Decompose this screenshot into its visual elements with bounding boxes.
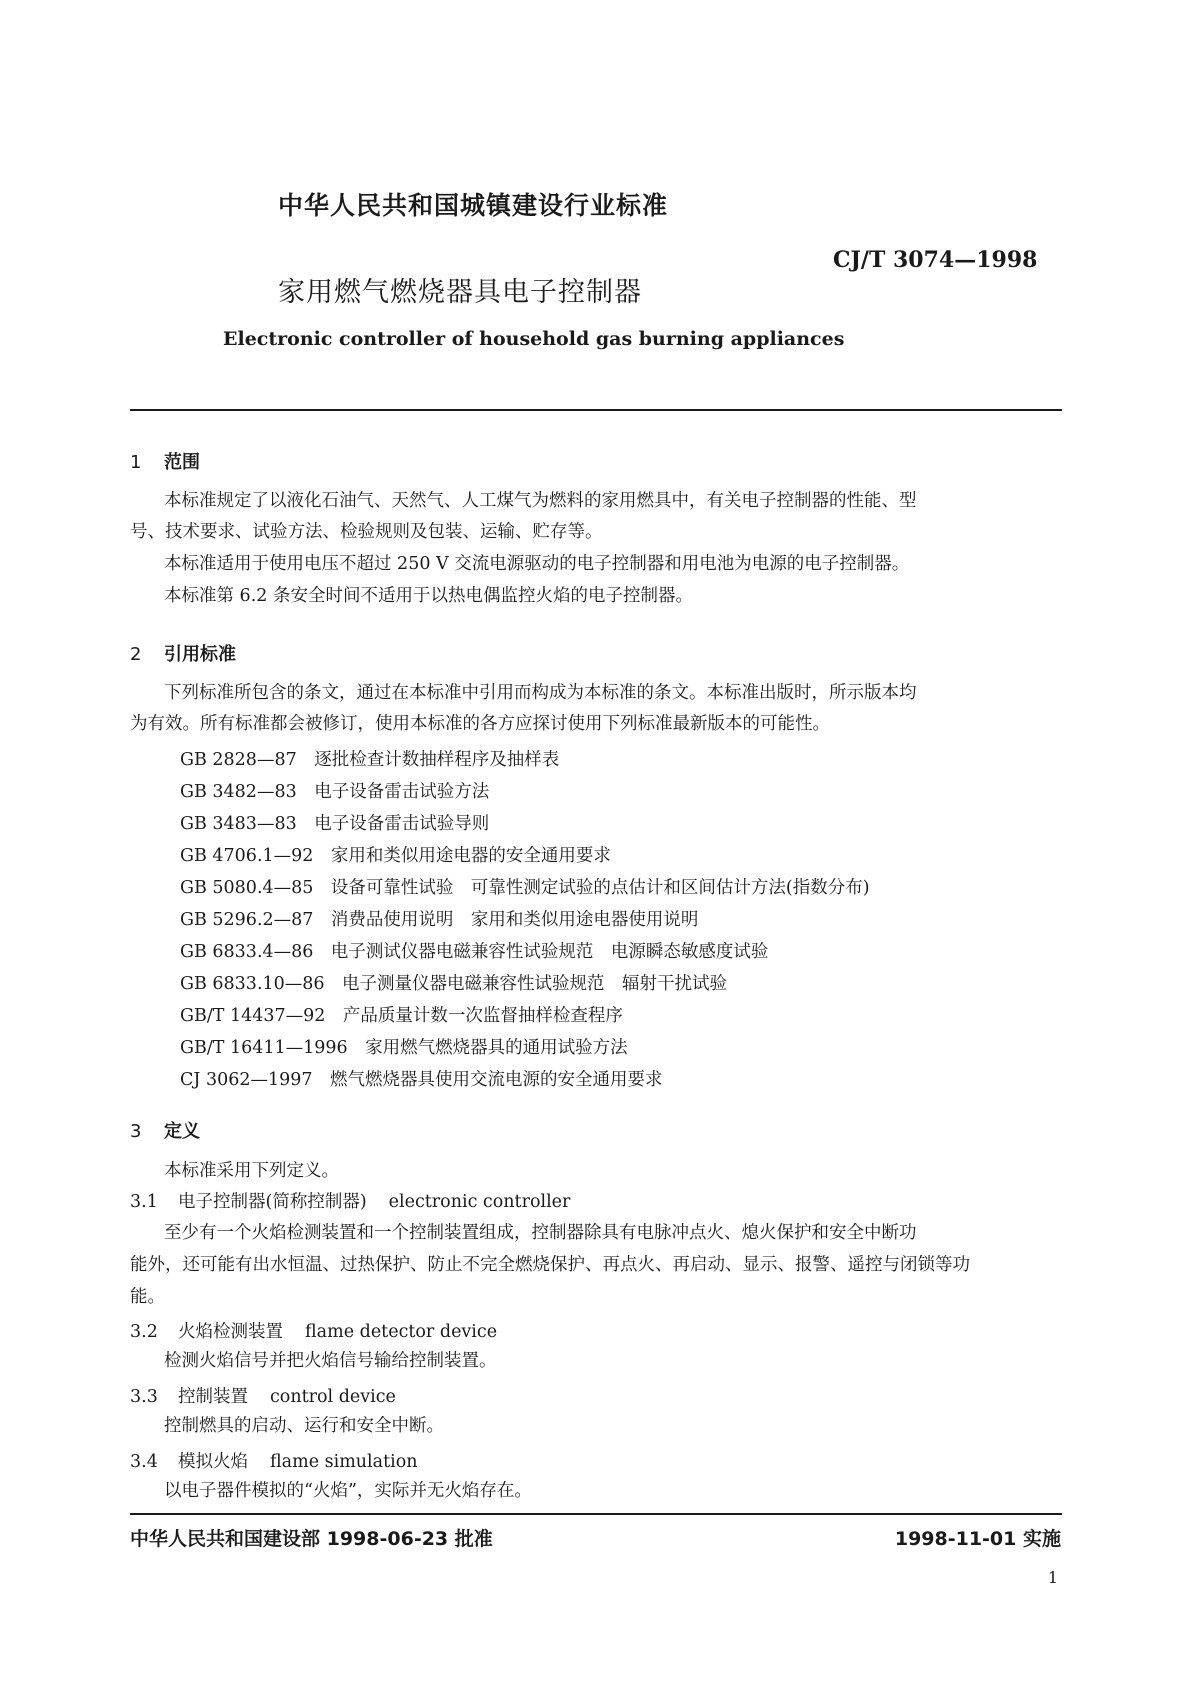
reference-code: GB 3483—83: [180, 814, 297, 834]
term-chinese: 控制装置: [178, 1387, 248, 1407]
term-chinese: 模拟火焰: [178, 1452, 248, 1472]
definition-number: 3.2: [130, 1322, 158, 1342]
reference-title: 电子设备雷击试验导则: [314, 814, 490, 834]
paragraph: 本标准采用下列定义。: [164, 1161, 339, 1181]
reference-title: 燃气燃烧器具使用交流电源的安全通用要求: [330, 1070, 663, 1090]
reference-item: [180, 906, 698, 931]
reference-code: GB 3482—83: [180, 782, 297, 802]
definition-term: [130, 1383, 396, 1408]
reference-item: [180, 1066, 663, 1091]
section-title: 范围: [164, 452, 200, 473]
reference-title: 产品质量计数一次监督抽样检查程序: [342, 1006, 623, 1026]
section-title: 引用标准: [164, 644, 236, 665]
reference-code: GB 4706.1—92: [180, 846, 314, 866]
definition-number: 3.3: [130, 1387, 158, 1407]
reference-title: 设备可靠性试验 可靠性测定试验的点估计和区间估计方法(指数分布): [330, 878, 870, 898]
definition-number: 3.4: [130, 1452, 158, 1472]
paragraph: 下列标准所包含的条文，通过在本标准中引用而构成为本标准的条文。本标准出版时，所示版本均: [164, 683, 917, 703]
definition-text: 控制燃具的启动、运行和安全中断。: [164, 1416, 444, 1436]
reference-item: [180, 874, 870, 899]
reference-title: 电子测试仪器电磁兼容性试验规范 电源瞬态敏感度试验: [330, 942, 769, 962]
reference-title: 电子设备雷击试验方法: [314, 782, 490, 802]
section-number: 1: [130, 452, 142, 473]
reference-code: GB/T 16411—1996: [180, 1038, 348, 1058]
reference-item: [180, 1002, 623, 1027]
term-english: flame detector device: [305, 1322, 498, 1342]
section-2-heading: [130, 640, 236, 666]
approval-note: 中华人民共和国建设部 1998-06-23 批准: [130, 1528, 493, 1550]
page-number: 1: [1047, 1568, 1058, 1587]
paragraph: 为有效。所有标准都会被修订，使用本标准的各方应探讨使用下列标准最新版本的可能性。: [130, 714, 830, 734]
reference-item: [180, 938, 768, 963]
term-english: control device: [270, 1387, 396, 1407]
reference-item: [180, 970, 727, 995]
term-chinese: 电子控制器(简称控制器): [178, 1192, 367, 1212]
section-number: 2: [130, 644, 142, 665]
reference-item: [180, 810, 489, 835]
section-1-heading: [130, 448, 200, 474]
footer-divider: [130, 1513, 1062, 1515]
reference-code: GB 6833.4—86: [180, 942, 314, 962]
reference-code: GB 5296.2—87: [180, 910, 314, 930]
paragraph: 号、技术要求、试验方法、检验规则及包装、运输、贮存等。: [130, 522, 603, 542]
reference-code: GB 5080.4—85: [180, 878, 314, 898]
reference-code: GB/T 14437—92: [180, 1006, 326, 1026]
reference-title: 电子测量仪器电磁兼容性试验规范 辐射干扰试验: [342, 974, 728, 994]
reference-title: 家用燃气燃烧器具的通用试验方法: [365, 1038, 628, 1058]
paragraph: 本标准第 6.2 条安全时间不适用于以热电偶监控火焰的电子控制器。: [164, 586, 693, 606]
section-3-heading: [130, 1117, 200, 1143]
definition-text: 检测火焰信号并把火焰信号输给控制装置。: [164, 1351, 497, 1371]
document-title-english: Electronic controller of household gas burning appliances: [223, 328, 845, 350]
reference-item: [180, 778, 489, 803]
definition-term: [130, 1318, 497, 1343]
definition-term: [130, 1448, 418, 1473]
section-title: 定义: [164, 1121, 200, 1142]
reference-code: GB 2828—87: [180, 750, 297, 770]
definition-number: 3.1: [130, 1192, 158, 1212]
term-chinese: 火焰检测装置: [178, 1322, 283, 1342]
section-number: 3: [130, 1121, 142, 1142]
definition-text: 能外，还可能有出水恒温、过热保护、防止不完全燃烧保护、再点火、再启动、显示、报警、遥控与闭锁等功: [130, 1255, 970, 1275]
org-title: 中华人民共和国城镇建设行业标准: [278, 191, 669, 220]
reference-title: 家用和类似用途电器的安全通用要求: [330, 846, 611, 866]
reference-item: [180, 842, 611, 867]
reference-code: GB 6833.10—86: [180, 974, 325, 994]
reference-title: 消费品使用说明 家用和类似用途电器使用说明: [330, 910, 699, 930]
definition-text: 以电子器件模拟的“火焰”，实际并无火焰存在。: [164, 1481, 532, 1501]
header-divider: [130, 409, 1062, 411]
paragraph: 本标准适用于使用电压不超过 250 V 交流电源驱动的电子控制器和用电池为电源的电子控制器。: [164, 554, 910, 574]
standard-code: CJ/T 3074—1998: [833, 247, 1038, 273]
term-english: electronic controller: [388, 1192, 571, 1212]
reference-item: [180, 746, 559, 771]
document-title: 家用燃气燃烧器具电子控制器: [278, 277, 642, 308]
definition-term: [130, 1188, 570, 1213]
effective-date: 1998-11-01 实施: [894, 1528, 1061, 1550]
reference-code: CJ 3062—1997: [180, 1070, 313, 1090]
reference-title: 逐批检查计数抽样程序及抽样表: [314, 750, 560, 770]
reference-item: [180, 1034, 628, 1059]
paragraph: 本标准规定了以液化石油气、天然气、人工煤气为燃料的家用燃具中，有关电子控制器的性能、型: [164, 491, 917, 511]
term-english: flame simulation: [270, 1452, 418, 1472]
definition-text: 能。: [130, 1287, 165, 1307]
definition-text: 至少有一个火焰检测装置和一个控制装置组成，控制器除具有电脉冲点火、熄火保护和安全中断功: [164, 1223, 917, 1243]
